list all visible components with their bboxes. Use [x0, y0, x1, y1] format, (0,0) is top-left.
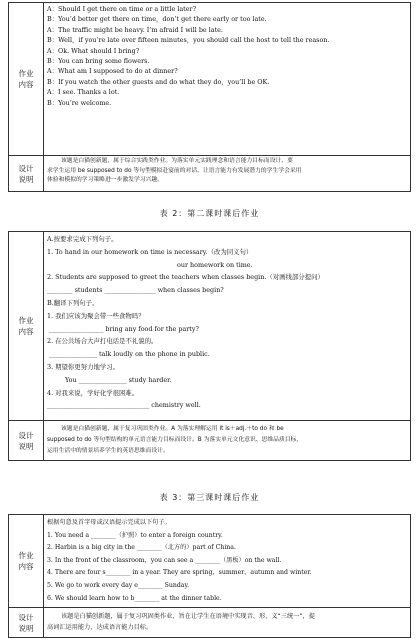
question: 2. Harbin is a big city in the ________（北方的）part of China.: [47, 544, 236, 552]
question: 3. In the front of the classroom，you can see a ________（黑板）on the wall.: [47, 556, 282, 564]
dialogue-line: B：Well，if you’re late over fifteen minutes，you should call the host to tell the reason.: [47, 36, 330, 45]
table-2: [8, 231, 411, 461]
dialogue-line: B：You can bring some flowers.: [47, 57, 150, 66]
section-heading: A.按要求完成下列句子。: [47, 235, 118, 243]
table-3-design-row: [9, 607, 410, 637]
answer-line: _________________ bring any food for the party?: [49, 324, 199, 333]
table-1-design-row: [9, 155, 410, 191]
question: 3. 期望你更努力地学习。: [47, 362, 120, 371]
dialogue-line: A：I see. Thanks a lot.: [47, 88, 120, 97]
design-line: 该题是白猫创新题，属于复习巩固类作业，旨在让学生在语境中实现音、形、义“三统一”，提: [61, 613, 315, 620]
table-2-content-row: [9, 232, 410, 420]
answer-line: our homework on time.: [177, 260, 253, 269]
dialogue-line: A：Should I get there on time or a little later?: [47, 5, 197, 13]
design-line: 求学生运用 be supposed to do 等句型模拟赴宴前的对话，让语言能力有发展潜力的学生学会采用: [47, 167, 302, 174]
table-3-content-row: [9, 515, 410, 607]
answer-line: _______________ talk loudly on the phone in public.: [49, 350, 210, 359]
section-heading: B.翻译下列句子。: [47, 298, 99, 307]
question: 6. We should learn how to b________ at the dinner table.: [47, 594, 222, 602]
instruction: 根据句意及首字母或汉语提示完成以下句子。: [47, 519, 171, 526]
design-notes: [44, 156, 410, 191]
table-3: [8, 514, 411, 638]
dialogue-content: [44, 3, 410, 155]
design-line: 高词汇运用能力，达成语言能力目标。: [47, 624, 153, 631]
design-line: supposed to do 等句型结构的单元语言能力目标而设计。B 为落实单元文化意识、思维品质目标，: [47, 437, 303, 443]
table-1: [8, 2, 411, 192]
answer-line: You _______________ study harder.: [65, 375, 172, 384]
table-2-title: 表 2：第二课时课后作业: [159, 209, 260, 218]
exercise-content: [44, 515, 410, 607]
dialogue-line: A：The traffic might be heavy. I’m afraid I will be late.: [47, 25, 223, 34]
design-line: 运用生活中的情景培养学生的英语思维而设计。: [47, 448, 169, 454]
dialogue-line: B：You’re welcome.: [47, 98, 112, 107]
question: 2. Students are supposed to greet the teachers when classes begin.（对画线部分提问）: [47, 273, 324, 282]
design-label: 设计 说明: [9, 421, 44, 460]
question: 1. To hand in our homework on time is necessary.（改为同义句）: [47, 247, 253, 256]
answer-line: ________________________________ chemistry well.: [47, 401, 201, 410]
dialogue-line: B：You’d better get there on time，don’t get there early or too late.: [47, 15, 267, 24]
design-label: 设计 说明: [9, 156, 44, 191]
question: 5. We go to work every day e________ Sunday.: [47, 581, 190, 589]
content-label: 作业 内容: [9, 515, 44, 607]
dialogue-line: A：Ok. What should I bring?: [47, 46, 140, 55]
question: 4. There are four s________ in a year. They are spring，summer，autumn and winter.: [47, 569, 312, 577]
design-line: 体验和模拟的学习策略进一步激发学习兴趣。: [47, 177, 163, 184]
table-2-design-row: [9, 420, 410, 460]
design-line: 该题是白猫创新题，属于综合实践类作业。为落实单元实践理念和语言能力目标而设计，要: [61, 158, 293, 164]
question: 4. 对我来说，学好化学很困难。: [47, 388, 139, 397]
question: 1. 我们应该为聚会带一些食物吗？: [47, 311, 145, 320]
design-line: 该题是白猫创新题，属于复习巩固类作业。A 为落实理解运用 It is＋adj.＋to do 和 be: [61, 426, 284, 432]
design-notes: [44, 421, 410, 460]
answer-line: ________ students ________________ when classes begin?: [47, 286, 224, 295]
content-label: 作业 内容: [9, 3, 44, 155]
question: 2. 在公共场合大声打电话是不礼貌的。: [47, 337, 158, 346]
dialogue-line: B：If you watch the other guests and do what they do，you’ll be OK.: [47, 77, 270, 86]
design-label: 设计 说明: [9, 608, 44, 637]
dialogue-line: A：What am I supposed to do at dinner?: [47, 67, 178, 76]
question: 1. You need a ________（护照）to enter a foreign country.: [47, 531, 223, 539]
exercise-content: [44, 232, 410, 420]
content-label: 作业 内容: [9, 232, 44, 420]
table-1-content-row: [9, 3, 410, 155]
table-3-title: 表 3：第三课时课后作业: [159, 493, 260, 502]
design-notes: [44, 608, 410, 637]
